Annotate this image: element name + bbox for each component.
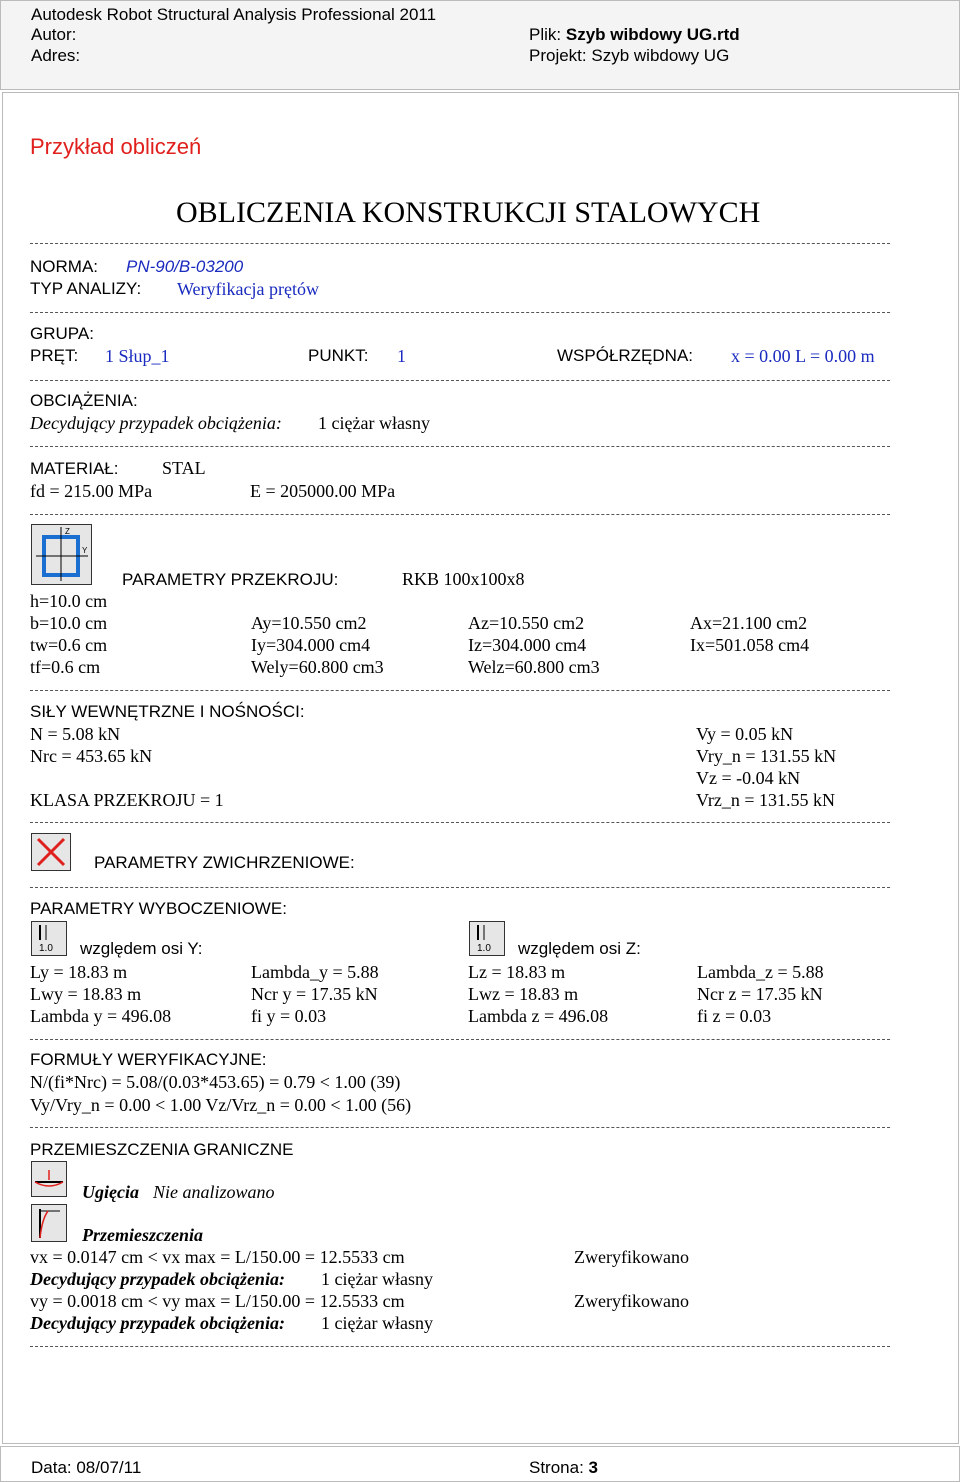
force-n: N = 5.08 kN <box>30 724 121 744</box>
force-vy: Vy = 0.05 kN <box>696 724 794 744</box>
buckling-icon-text: 1.0 <box>39 943 53 954</box>
divider <box>30 1346 890 1347</box>
decisive-case-label: Decydujący przypadek obciążenia: <box>30 1269 285 1289</box>
buckling-ly: Ly = 18.83 m <box>30 962 128 982</box>
pret-label: PRĘT: <box>30 346 79 365</box>
decisive-case-value: 1 ciężar własny <box>321 1313 433 1333</box>
divider <box>30 243 890 244</box>
buckling-lwz: Lwz = 18.83 m <box>468 984 579 1004</box>
divider <box>30 446 890 447</box>
buckling-label: PARAMETRY WYBOCZENIOWE: <box>30 899 287 918</box>
formulas-label: FORMUŁY WERYFIKACYJNE: <box>30 1050 267 1069</box>
section-wely: Wely=60.800 cm3 <box>251 657 384 677</box>
footer-date: Data: 08/07/11 <box>31 1458 142 1477</box>
divider <box>30 1127 890 1128</box>
displacements-label: PRZEMIESZCZENIA GRANICZNE <box>30 1140 294 1159</box>
vx-check: vx = 0.0147 cm < vx max = L/150.00 = 12.5533 cm <box>30 1247 405 1267</box>
plik-value: Szyb wibdowy UG.rtd <box>565 25 740 44</box>
buckling-icon-text: 1.0 <box>477 943 491 954</box>
deflection-icon <box>31 1161 67 1197</box>
buckling-fi-z: fi z = 0.03 <box>697 1006 772 1026</box>
section-iy: Iy=304.000 cm4 <box>251 635 371 655</box>
buckling-ncr-y: Ncr y = 17.35 kN <box>251 984 378 1004</box>
projekt-value: Szyb wibdowy UG <box>591 46 730 65</box>
projekt-field <box>529 46 729 66</box>
section-h: h=10.0 cm <box>30 591 108 611</box>
buckling-fi-y: fi y = 0.03 <box>251 1006 327 1026</box>
red-x-icon <box>31 833 71 871</box>
rectangular-tube-section-icon <box>31 524 92 585</box>
buckling-length-icon <box>31 921 67 956</box>
projekt-label: Projekt: <box>529 46 587 65</box>
formula-line-1: N/(fi*Nrc) = 5.08/(0.03*453.65) = 0.79 < 1.00 (39) <box>30 1072 401 1092</box>
divider <box>30 312 890 313</box>
buckling-z-label: względem osi Z: <box>518 939 641 958</box>
material-label: MATERIAŁ: <box>30 459 119 478</box>
obciazenia-label: OBCIĄŻENIA: <box>30 391 138 410</box>
displacement-icon <box>31 1204 67 1242</box>
page-label: Strona: <box>529 1458 584 1477</box>
buckling-length-icon <box>469 921 505 956</box>
ugiecia-value: Nie analizowano <box>153 1182 275 1202</box>
main-title: OBLICZENIA KONSTRUKCJI STALOWYCH <box>176 196 761 229</box>
page-number: 3 <box>588 1458 599 1477</box>
decisive-case-value: 1 ciężar własny <box>321 1269 433 1289</box>
buckling-ncr-z: Ncr z = 17.35 kN <box>697 984 823 1004</box>
section-welz: Welz=60.800 cm3 <box>468 657 600 677</box>
divider <box>30 887 890 888</box>
vx-status: Zweryfikowano <box>574 1247 689 1267</box>
formula-line-2: Vy/Vry_n = 0.00 < 1.00 Vz/Vrz_n = 0.00 < 1.00 (56) <box>30 1095 412 1115</box>
plik-field <box>529 25 740 45</box>
wspolrzedna-value: x = 0.00 L = 0.00 m <box>731 346 875 366</box>
divider <box>30 690 890 691</box>
section-class: KLASA PRZEKROJU = 1 <box>30 790 224 810</box>
footer-page <box>529 1458 598 1478</box>
section-tw: tw=0.6 cm <box>30 635 108 655</box>
section-iz: Iz=304.000 cm4 <box>468 635 587 655</box>
divider <box>30 822 890 823</box>
buckling-lambda-y: Lambda_y = 5.88 <box>251 962 379 982</box>
vy-status: Zweryfikowano <box>574 1291 689 1311</box>
section-az: Az=10.550 cm2 <box>468 613 585 633</box>
buckling-lambda-z-big: Lambda z = 496.08 <box>468 1006 609 1026</box>
decisive-case-value: 1 ciężar własny <box>318 413 430 433</box>
vy-check: vy = 0.0018 cm < vy max = L/150.00 = 12.5533 cm <box>30 1291 405 1311</box>
adres-label: Adres: <box>31 46 81 65</box>
report-footer <box>0 1446 960 1482</box>
typ-analizy-label: TYP ANALIZY: <box>30 279 142 298</box>
przemieszczenia-label: Przemieszczenia <box>82 1225 203 1245</box>
typ-analizy-value: Weryfikacja prętów <box>177 279 319 299</box>
fd-value: fd = 215.00 MPa <box>30 481 153 501</box>
example-title: Przykład obliczeń <box>30 134 202 159</box>
divider <box>30 1039 890 1040</box>
lateral-params-label: PARAMETRY ZWICHRZENIOWE: <box>94 853 355 872</box>
axis-z-label: Z <box>65 527 70 536</box>
buckling-lwy: Lwy = 18.83 m <box>30 984 142 1004</box>
section-ax: Ax=21.100 cm2 <box>690 613 808 633</box>
force-vry-n: Vry_n = 131.55 kN <box>696 746 837 766</box>
decisive-case-label: Decydujący przypadek obciążenia: <box>30 1313 285 1333</box>
e-modulus-value: E = 205000.00 MPa <box>250 481 396 501</box>
divider <box>30 514 890 515</box>
plik-label: Plik: <box>529 25 562 44</box>
buckling-lambda-y-big: Lambda y = 496.08 <box>30 1006 172 1026</box>
wspolrzedna-label: WSPÓŁRZĘDNA: <box>557 346 694 365</box>
force-nrc: Nrc = 453.65 kN <box>30 746 153 766</box>
decisive-case-label: Decydujący przypadek obciążenia: <box>30 413 282 433</box>
buckling-lz: Lz = 18.83 m <box>468 962 566 982</box>
autor-label: Autor: <box>31 25 77 44</box>
pret-value: 1 Słup_1 <box>105 346 170 366</box>
section-params-label: PARAMETRY PRZEKROJU: <box>122 570 339 589</box>
section-ay: Ay=10.550 cm2 <box>251 613 367 633</box>
punkt-label: PUNKT: <box>308 346 369 365</box>
ugiecia-label: Ugięcia <box>82 1182 139 1202</box>
norma-label: NORMA: <box>30 257 98 276</box>
app-title: Autodesk Robot Structural Analysis Professional 2011 <box>31 5 437 24</box>
norma-value: PN-90/B-03200 <box>126 257 244 276</box>
section-tf: tf=0.6 cm <box>30 657 101 677</box>
buckling-lambda-z: Lambda_z = 5.88 <box>697 962 824 982</box>
report-header <box>0 0 960 90</box>
divider <box>30 380 890 381</box>
forces-label: SIŁY WEWNĘTRZNE I NOŚNOŚCI: <box>30 702 305 721</box>
force-vz: Vz = -0.04 kN <box>696 768 801 788</box>
punkt-value: 1 <box>397 346 406 366</box>
grupa-label: GRUPA: <box>30 324 94 343</box>
section-ix: Ix=501.058 cm4 <box>690 635 810 655</box>
material-value: STAL <box>162 458 206 478</box>
section-b: b=10.0 cm <box>30 613 108 633</box>
section-name: RKB 100x100x8 <box>402 569 525 589</box>
force-vrz-n: Vrz_n = 131.55 kN <box>696 790 836 810</box>
axis-y-label: Y <box>82 546 88 555</box>
buckling-y-label: względem osi Y: <box>80 939 203 958</box>
